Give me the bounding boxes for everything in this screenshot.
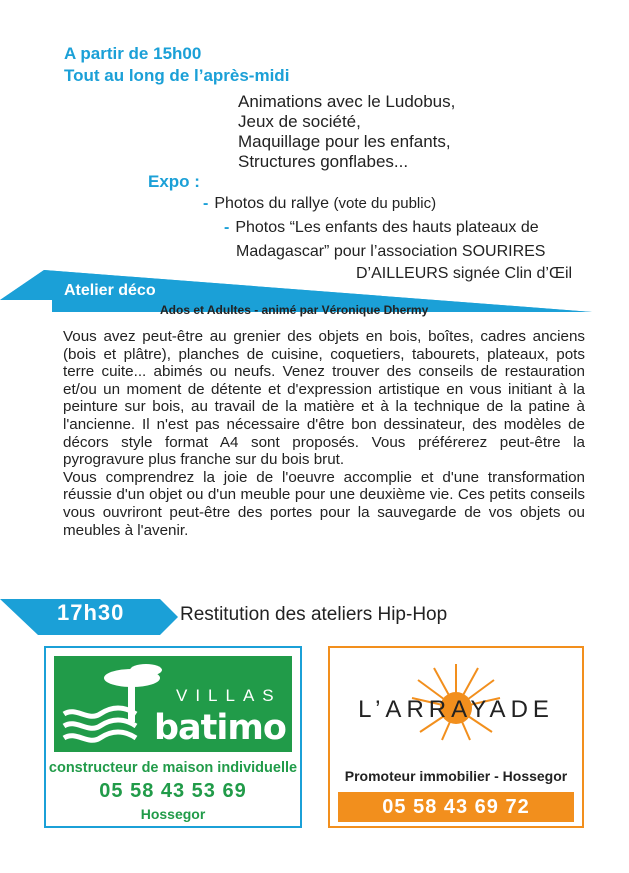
expo-item-madagascar xyxy=(224,216,539,240)
activity-item: Maquillage pour les enfants, xyxy=(238,132,451,151)
arrayade-tagline: Promoteur immobilier - Hossegor xyxy=(344,768,568,784)
activity-item: Jeux de société, xyxy=(238,112,361,131)
paragraph: Vous comprendrez la joie de l'oeuvre accomplie et d'une transformation réussie d'un objet ou d'un meuble pour une deuxième vie. Ces petits conseils vous ouvriront peut-être des portes pour la sauvegarde de vos objets ou meubles à l'avenir. xyxy=(63,468,585,539)
dash-marker: - xyxy=(203,195,209,212)
villas-brand-main: batimo xyxy=(154,708,286,748)
expo-item2-line1: Photos “Les enfants des hauts plateaux de xyxy=(235,219,539,236)
villas-tagline: constructeur de maison individuelle xyxy=(48,760,298,776)
expo-item-main: Photos du rallye xyxy=(214,195,330,212)
atelier-title: Atelier déco xyxy=(64,282,156,299)
atelier-subtitle: Ados et Adultes - animé par Véronique Dhermy xyxy=(160,303,429,317)
expo-heading: Expo : xyxy=(148,172,200,191)
arrayade-logo xyxy=(338,662,574,742)
expo-item-rallye xyxy=(203,192,436,216)
arrayade-brand: L’ARRAYADE xyxy=(358,696,554,723)
villas-city: Hossegor xyxy=(140,806,206,822)
dash-marker: - xyxy=(224,219,230,236)
expo-item2-line2: Madagascar” pour l’association SOURIRES xyxy=(236,243,546,260)
villas-batimo-logo xyxy=(54,656,292,752)
activity-item: Animations avec le Ludobus, xyxy=(238,92,456,111)
atelier-description xyxy=(63,328,585,539)
restitution-time: 17h30 xyxy=(57,600,125,625)
start-time-heading: A partir de 15h00 xyxy=(64,44,202,63)
expo-item2-line3: D’AILLEURS signée Clin d’Œil xyxy=(356,265,573,282)
arrayade-phone: 05 58 43 69 72 xyxy=(338,792,574,822)
activities-list xyxy=(238,92,455,172)
afternoon-heading: Tout au long de l’après-midi xyxy=(64,66,290,85)
restitution-label: Restitution des ateliers Hip-Hop xyxy=(180,604,448,625)
activity-item: Structures gonflabes... xyxy=(238,152,409,171)
paragraph: Vous avez peut-être au grenier des objets en bois, boîtes, cadres anciens (bois et plâtre), planches de cuisine, coquetiers, tabourets, plateaux, pots terre cuite... abimés ou neufs. Venez trouver des conseils de restauration et/ou un moment de détente et d'expression artistique en vous initiant à la peinture sur bois, au travail de la matière et à la technique de la patine à l'ancienne. Il n'est pas nécessaire d'être bon dessinateur, des modèles de décors style format A4 sont proposés. Vous préférerez peut-être la pyrogravure plus franche sur du bois brut. xyxy=(63,328,585,469)
sponsor-arrayade-card xyxy=(328,646,584,828)
sponsor-villas-card xyxy=(44,646,302,828)
villas-brand-top: VILLAS xyxy=(176,686,282,705)
villas-phone: 05 58 43 53 69 xyxy=(99,780,247,802)
expo-item-note: (vote du public) xyxy=(333,195,437,212)
